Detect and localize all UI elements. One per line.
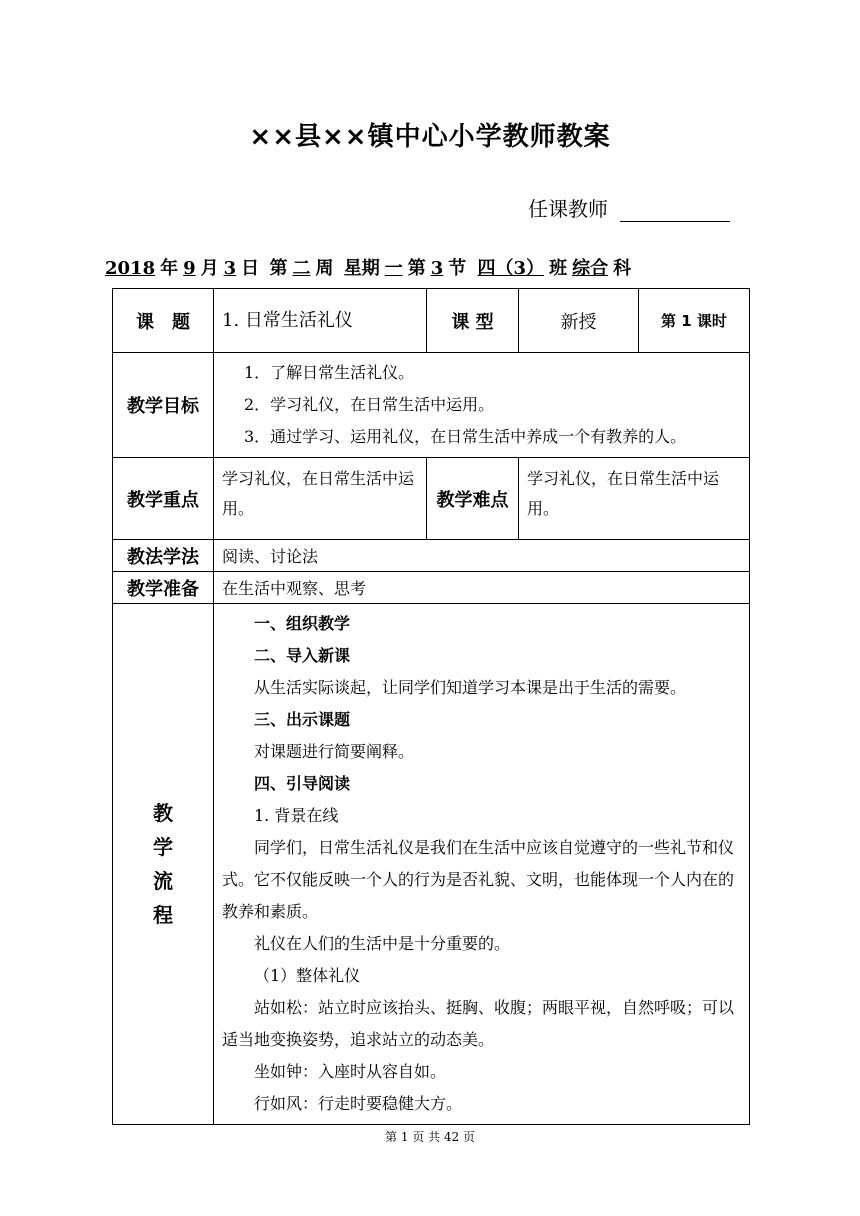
period-prefix: 第 (407, 258, 426, 279)
year: 2018 (105, 258, 156, 279)
difficulty-label: 教学难点 (427, 458, 519, 540)
goals-label: 教学目标 (113, 353, 214, 458)
process-label-char: 程 (153, 903, 173, 927)
page-footer: 第 1 页 共 42 页 (385, 1130, 475, 1144)
process-paragraph: 二、导入新课 (254, 646, 351, 665)
year-unit: 年 (160, 258, 179, 279)
difficulty-value: 学习礼仪，在日常生活中运用。 (519, 458, 750, 540)
process-paragraph: 对课题进行简要阐释。 (254, 742, 415, 761)
week-unit: 周 (315, 258, 334, 279)
process-paragraph: 从生活实际谈起，让同学们知道学习本课是出于生活的需要。 (254, 678, 687, 697)
document-title: ××县××镇中心小学教师教案 (249, 122, 611, 152)
process-label-char: 流 (153, 869, 173, 893)
prep-label: 教学准备 (113, 572, 214, 604)
process-label-char: 学 (153, 835, 173, 859)
process-paragraph: 同学们，日常生活礼仪是我们在生活中应该自觉遵守的一些礼节和仪式。它不仅能反映一个人的行为是否礼貌、文明，也能体现一个人内在的教养和素质。 (222, 838, 735, 921)
process-content (214, 604, 750, 1125)
method-value: 阅读、讨论法 (214, 540, 750, 572)
period-unit: 节 (448, 258, 467, 279)
lesson-number: 第 1 课时 (639, 289, 750, 353)
process-label (113, 604, 214, 1125)
process-paragraph: 四、引导阅读 (254, 774, 351, 793)
week-prefix: 第 (269, 258, 288, 279)
day-unit: 日 (241, 258, 260, 279)
topic-label: 课 题 (113, 289, 214, 353)
topic-value: 1. 日常生活礼仪 (214, 289, 427, 353)
prep-value: 在生活中观察、思考 (214, 572, 750, 604)
process-label-char: 教 (153, 801, 173, 825)
teacher-field (528, 193, 730, 222)
type-value: 新授 (519, 289, 639, 353)
process-paragraph: 一、组织教学 (254, 614, 351, 633)
day: 3 (223, 258, 237, 279)
teacher-label: 任课教师 (528, 197, 608, 221)
class-unit: 班 (549, 258, 568, 279)
month: 9 (183, 258, 196, 279)
period: 3 (430, 258, 444, 279)
week: 二 (292, 258, 311, 279)
process-paragraph: （1）整体礼仪 (254, 966, 361, 985)
lesson-plan-table (112, 288, 750, 1125)
process-paragraph: 坐如钟：入座时从容自如。 (254, 1062, 447, 1081)
process-paragraph: 站如松：站立时应该抬头、挺胸、收腹；两眼平视，自然呼吸；可以适当地变换姿势，追求站立的动态美。 (222, 998, 735, 1049)
goal-item: 2．学习礼仪，在日常生活中运用。 (244, 395, 495, 414)
goals-list (214, 353, 750, 458)
process-paragraph: 三、出示课题 (254, 710, 351, 729)
process-paragraph: 行如风：行走时要稳健大方。 (254, 1094, 463, 1113)
teacher-blank (620, 201, 730, 222)
weekday: 一 (384, 258, 403, 279)
subject-unit: 科 (613, 258, 632, 279)
type-label: 课 型 (427, 289, 519, 353)
date-line (102, 254, 633, 280)
goal-item: 1．了解日常生活礼仪。 (244, 363, 415, 382)
process-paragraph: 1. 背景在线 (254, 806, 339, 825)
method-label: 教法学法 (113, 540, 214, 572)
goal-item: 3．通过学习、运用礼仪，在日常生活中养成一个有教养的人。 (244, 427, 687, 446)
subject: 综合 (572, 258, 609, 279)
weekday-prefix: 星期 (343, 258, 380, 279)
month-unit: 月 (200, 258, 219, 279)
focus-value: 学习礼仪，在日常生活中运用。 (214, 458, 427, 540)
process-paragraph: 礼仪在人们的生活中是十分重要的。 (254, 934, 511, 953)
focus-label: 教学重点 (113, 458, 214, 540)
class: 四（3） (477, 258, 545, 279)
